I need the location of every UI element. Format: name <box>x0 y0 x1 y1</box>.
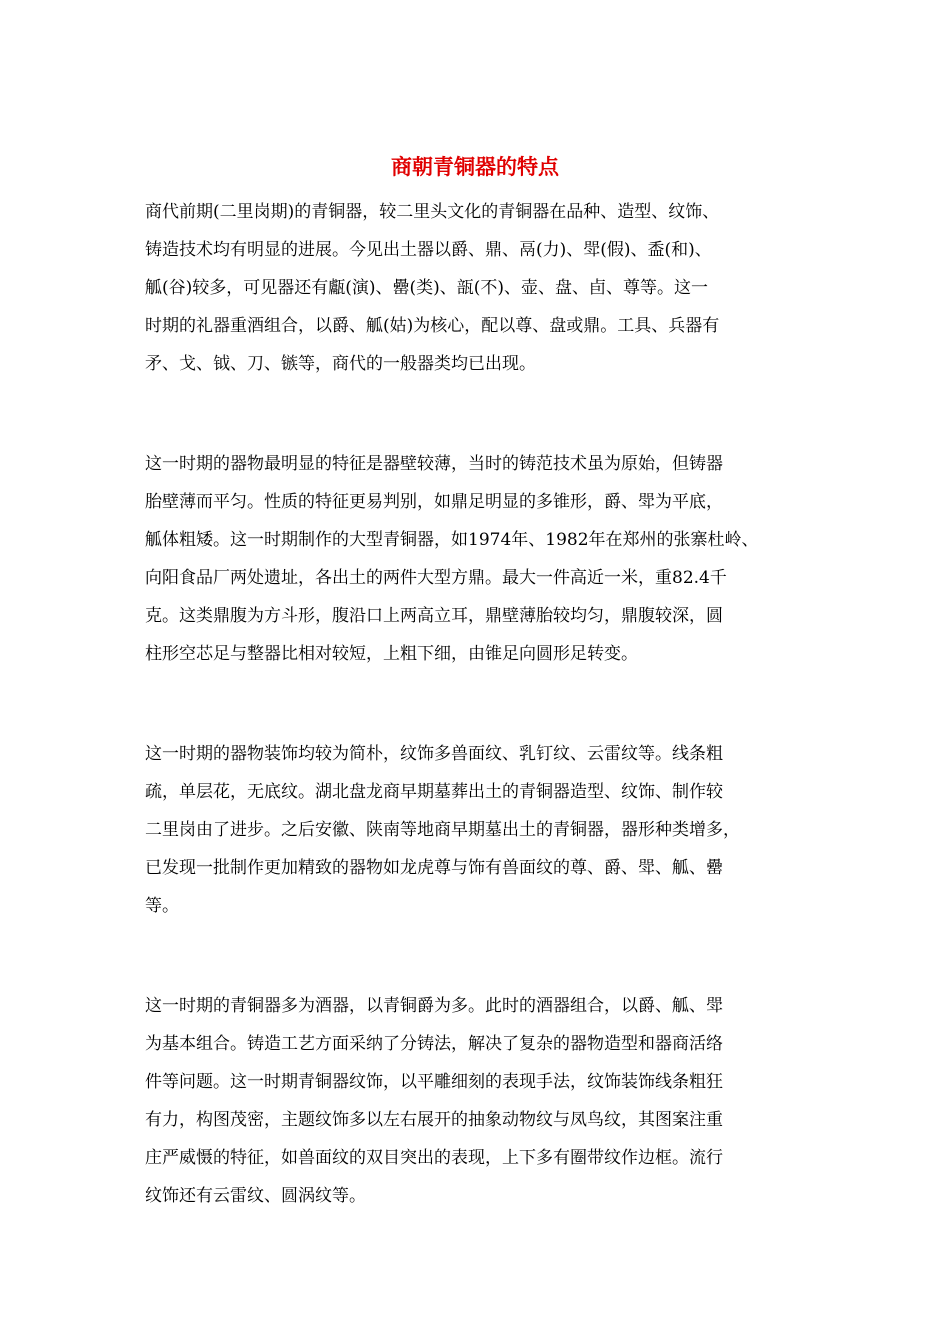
paragraph-line: 商代前期(二里岗期)的青铜器，较二里头文化的青铜器在品种、造型、纹饰、 <box>145 202 720 222</box>
paragraph-line: 二里岗由了进步。之后安徽、陕南等地商早期墓出土的青铜器，器形种类增多， <box>145 820 740 840</box>
paragraph-line: 胎壁薄而平匀。性质的特征更易判别，如鼎足明显的多锥形，爵、斝为平底， <box>145 492 723 512</box>
paragraph-2 <box>145 445 830 673</box>
paragraph-4 <box>145 987 830 1215</box>
paragraph-line: 柱形空芯足与整器比相对较短，上粗下细，由锥足向圆形足转变。 <box>145 644 638 664</box>
paragraph-line: 这一时期的器物装饰均较为简朴，纹饰多兽面纹、乳钉纹、云雷纹等。线条粗 <box>145 744 723 764</box>
paragraph-line: 矛、戈、钺、刀、镞等，商代的一般器类均已出现。 <box>145 354 536 374</box>
paragraph-line: 向阳食品厂两处遗址，各出土的两件大型方鼎。最大一件高近一米，重82.4千 <box>145 568 727 588</box>
paragraph-line: 铸造技术均有明显的进展。今见出土器以爵、鼎、鬲(力)、斝(假)、盉(和)、 <box>145 240 712 260</box>
paragraph-line: 疏，单层花，无底纹。湖北盘龙商早期墓葬出土的青铜器造型、纹饰、制作较 <box>145 782 723 802</box>
paragraph-line: 有力，构图茂密，主题纹饰多以左右展开的抽象动物纹与凤鸟纹，其图案注重 <box>145 1110 723 1130</box>
paragraph-line: 这一时期的器物最明显的特征是器壁较薄，当时的铸范技术虽为原始，但铸器 <box>145 454 723 474</box>
paragraph-line: 件等问题。这一时期青铜器纹饰，以平雕细刻的表现手法，纹饰装饰线条粗狂 <box>145 1072 723 1092</box>
paragraph-line: 觚体粗矮。这一时期制作的大型青铜器，如1974年、1982年在郑州的张寨杜岭、 <box>145 530 759 550</box>
paragraph-1 <box>145 193 830 383</box>
paragraph-line: 等。 <box>145 896 179 916</box>
paragraph-line: 庄严威慑的特征，如兽面纹的双目突出的表现，上下多有圈带纹作边框。流行 <box>145 1148 723 1168</box>
paragraph-3 <box>145 735 830 925</box>
paragraph-line: 纹饰还有云雷纹、圆涡纹等。 <box>145 1186 366 1206</box>
paragraph-line: 这一时期的青铜器多为酒器，以青铜爵为多。此时的酒器组合，以爵、觚、斝 <box>145 996 723 1016</box>
paragraph-line: 觚(谷)较多，可见器还有甗(演)、罍(类)、瓿(不)、壶、盘、卣、尊等。这一 <box>145 278 709 298</box>
paragraph-line: 时期的礼器重酒组合，以爵、觚(姑)为核心，配以尊、盘或鼎。工具、兵器有 <box>145 316 720 336</box>
paragraph-line: 克。这类鼎腹为方斗形，腹沿口上两高立耳，鼎壁薄胎较均匀，鼎腹较深，圆 <box>145 606 723 626</box>
paragraph-line: 已发现一批制作更加精致的器物如龙虎尊与饰有兽面纹的尊、爵、斝、觚、罍 <box>145 858 723 878</box>
paragraph-line: 为基本组合。铸造工艺方面采纳了分铸法，解决了复杂的器物造型和器商活络 <box>145 1034 723 1054</box>
document-title: 商朝青铜器的特点 <box>391 154 559 179</box>
